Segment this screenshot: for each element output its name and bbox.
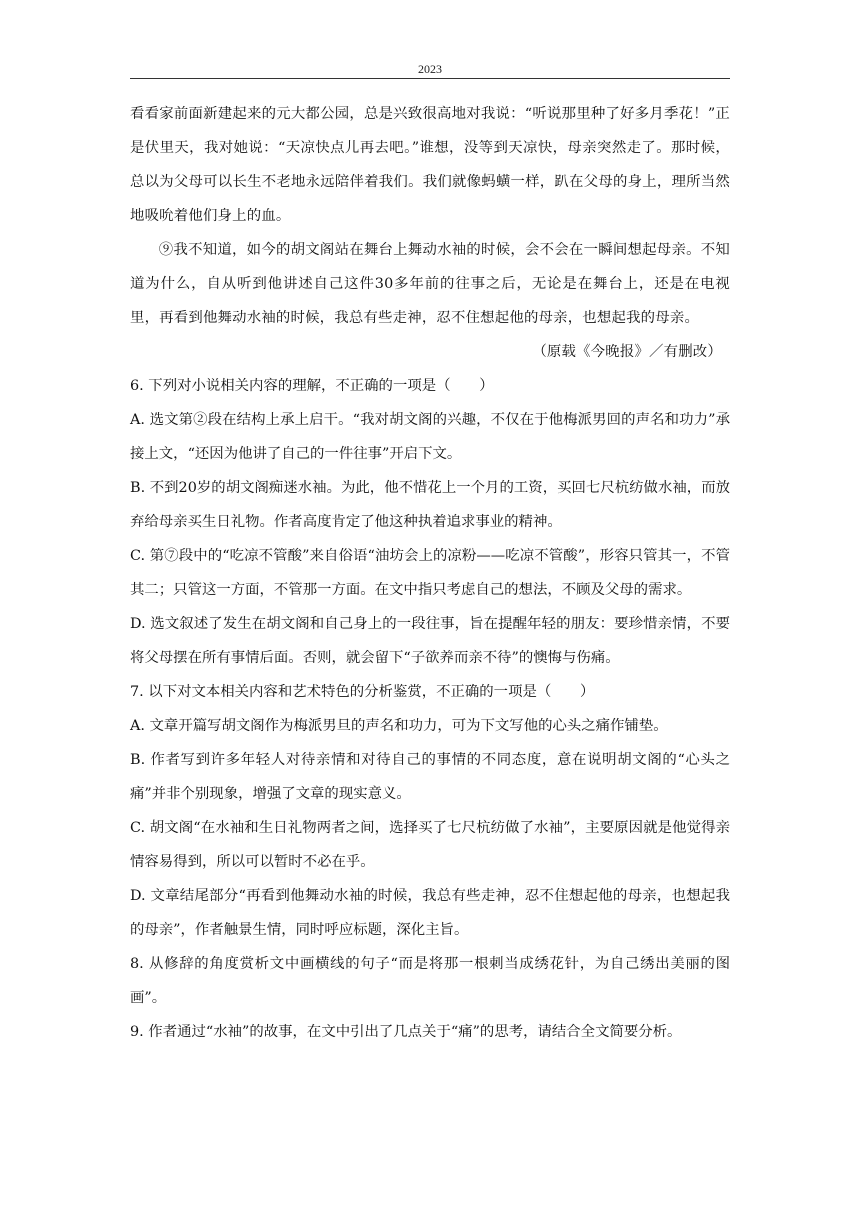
question-7-option-b: B. 作者写到许多年轻人对待亲情和对待自己的事情的不同态度，意在说明胡文阁的“心头之痛”并非个别现象，增强了文章的现实意义。 <box>130 752 730 802</box>
question-7 <box>130 675 730 947</box>
page-header-year: 2023 <box>418 62 442 76</box>
reading-passage <box>130 97 730 369</box>
question-9-title: 9. 作者通过“水袖”的故事，在文中引出了几点关于“痛”的思考，请结合全文简要分析。 <box>130 1024 682 1040</box>
question-9 <box>130 1015 730 1049</box>
passage-source: （原载《今晚报》／有删改） <box>532 344 722 360</box>
question-8 <box>130 947 730 1015</box>
question-7-option-a: A. 文章开篇写胡文阁作为梅派男旦的声名和功力，可为下文写他的心头之痛作铺垫。 <box>130 718 668 734</box>
question-7-option-c: C. 胡文阁“在水袖和生日礼物两者之间，选择买了七尺杭纺做了水袖”，主要原因就是他觉得亲情容易得到，所以可以暂时不必在乎。 <box>130 820 730 870</box>
question-6-option-b: B. 不到20岁的胡文阁痴迷水袖。为此，他不惜花上一个月的工资，买回七尺杭纺做水袖，而放弃给母亲买生日礼物。作者高度肯定了他这种执着追求事业的精神。 <box>130 480 730 530</box>
header-divider <box>130 78 730 79</box>
document-body <box>130 97 730 1049</box>
question-6-option-a: A. 选文第②段在结构上承上启干。“我对胡文阁的兴趣，不仅在于他梅派男回的声名和功力”承接上文，“还因为他讲了自己的一件往事”开启下文。 <box>130 412 730 462</box>
question-8-title: 8. 从修辞的角度赏析文中画横线的句子“而是将那一根刺当成绣花针，为自己绣出美丽的图画”。 <box>130 956 730 1006</box>
question-7-title: 7. 以下对文本相关内容和艺术特色的分析鉴赏，不正确的一项是（ ） <box>130 684 595 700</box>
question-list <box>130 369 730 1049</box>
passage-paragraph-9: ⑨我不知道，如今的胡文阁站在舞台上舞动水袖的时候，会不会在一瞬间想起母亲。不知道为什么，自从听到他讲述自己这件30多年前的往事之后，无论是在舞台上，还是在电视里，再看到他舞动水袖的时候，我总有些走神，忍不住想起他的母亲，也想起我的母亲。 <box>130 242 730 326</box>
question-6 <box>130 369 730 675</box>
question-7-option-d: D. 文章结尾部分“再看到他舞动水袖的时候，我总有些走神，忍不住想起他的母亲，也想起我的母亲”，作者触景生情，同时呼应标题，深化主旨。 <box>130 888 730 938</box>
question-6-title: 6. 下列对小说相关内容的理解，不正确的一项是（ ） <box>130 378 494 394</box>
question-6-option-d: D. 选文叙述了发生在胡文阁和自己身上的一段往事，旨在提醒年轻的朋友：要珍惜亲情，不要将父母摆在所有事情后面。否则，就会留下“子欲养而亲不待”的懊悔与伤痛。 <box>130 616 730 666</box>
passage-paragraph-8-end: 看看家前面新建起来的元大都公园，总是兴致很高地对我说：“听说那里种了好多月季花！”正是伏里天，我对她说：“天凉快点儿再去吧。”谁想，没等到天凉快，母亲突然走了。那时候，总以为父母可以长生不老地永远陪伴着我们。我们就像蚂蟥一样，趴在父母的身上，理所当然地吸吮着他们身上的血。 <box>130 106 730 224</box>
question-6-option-c: C. 第⑦段中的“吃凉不管酸”来自俗语“油坊会上的凉粉——吃凉不管酸”，形容只管其一，不管其二；只管这一方面，不管那一方面。在文中指只考虑自己的想法，不顾及父母的需求。 <box>130 548 730 598</box>
